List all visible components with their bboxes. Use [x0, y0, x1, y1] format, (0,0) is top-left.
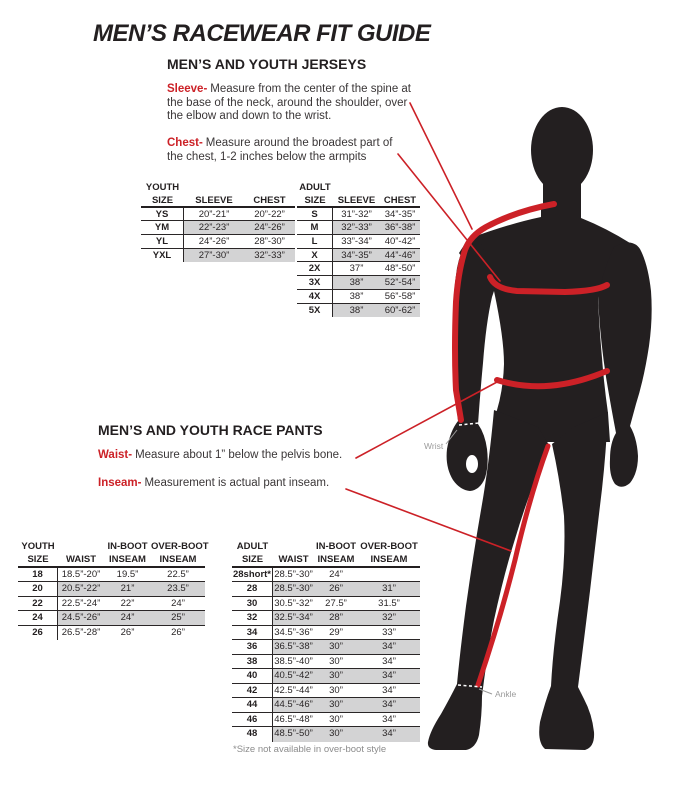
column-header: WAIST [278, 554, 309, 565]
table-cell: 26” [120, 626, 135, 638]
table-cell: 24” [104, 611, 151, 625]
table-row [232, 611, 420, 626]
table-header-row [18, 553, 205, 568]
sleeve-instruction-label: Sleeve- [167, 83, 208, 95]
table-cell-size: 4X [297, 290, 333, 303]
table-row [232, 597, 420, 612]
table-cell-size: 28short* [232, 568, 271, 580]
table-cell: 30” [329, 713, 343, 725]
table-row [232, 626, 420, 641]
table-header-row-top [18, 540, 209, 553]
table-cell: 27”-30” [184, 249, 244, 263]
table-cell-size: 5X [297, 304, 333, 318]
table-group-label: ADULT [299, 182, 331, 193]
table-row [18, 626, 205, 641]
table-cell: 22” [120, 597, 135, 609]
table-cell: 24” [329, 568, 343, 580]
chest-instructions [167, 137, 405, 164]
column-header: INSEAM [317, 554, 355, 565]
table-row [297, 262, 420, 276]
column-header: INSEAM [159, 554, 197, 565]
table-cell: 34.5”-36” [274, 626, 313, 638]
column-header: IN-BOOT [107, 541, 148, 552]
table-cell-size: 46 [232, 713, 273, 727]
table-cell: 22.5”-24” [61, 597, 101, 609]
table-cell: 31.5” [378, 597, 400, 609]
hand-gap-shape [466, 455, 478, 473]
table-group-row [297, 181, 420, 194]
table-group-label: YOUTH [145, 182, 180, 193]
table-cell: 36”-38” [380, 221, 420, 234]
table-cell: 44.5”-46” [274, 699, 313, 710]
table-cell-size: 3X [297, 276, 333, 289]
table-cell: 28”-30” [254, 236, 285, 248]
table-cell: 30” [329, 655, 343, 667]
table-group-label: YOUTH [21, 541, 55, 552]
adult-jersey-size-table [297, 181, 420, 317]
table-row [297, 249, 420, 263]
table-cell: 46.5”-48” [274, 713, 313, 725]
table-cell-size: 32 [232, 611, 273, 625]
table-cell: 52”-54” [380, 276, 420, 289]
table-row [232, 727, 420, 742]
page-title: MEN’S RACEWEAR FIT GUIDE [93, 20, 431, 47]
table-row [141, 221, 295, 235]
column-header: WAIST [65, 554, 97, 565]
table-cell-size: 28 [232, 582, 273, 596]
table-cell: 33”-34” [341, 236, 372, 248]
table-row [18, 582, 205, 597]
table-cell: 28.5”-30” [274, 583, 313, 594]
table-cell-size: YS [141, 208, 184, 221]
table-cell: 44”-46” [380, 249, 420, 262]
table-cell: 48.5”-50” [273, 727, 314, 742]
table-cell: 34” [358, 698, 420, 712]
table-cell: 32”-33” [333, 221, 380, 234]
table-row [141, 249, 295, 263]
table-row [297, 276, 420, 290]
table-cell-size: M [297, 221, 333, 234]
table-cell: 32.5”-34” [274, 612, 313, 623]
table-cell: 30” [314, 698, 358, 712]
table-cell-size: YXL [141, 249, 184, 263]
table-cell: 34” [358, 727, 420, 742]
table-cell: 20.5”-22” [58, 582, 104, 596]
table-row [141, 208, 295, 222]
column-header: OVER-BOOT [360, 541, 418, 552]
column-header: IN-BOOT [315, 541, 357, 552]
youth-jersey-size-table [141, 181, 295, 262]
table-cell: 24.5”-26” [58, 611, 104, 625]
table-cell-size: L [297, 235, 333, 248]
table-cell-size: 2X [297, 262, 333, 275]
spacer [380, 181, 420, 194]
left-leg-shape [428, 410, 549, 750]
table-cell: 27.5” [325, 597, 347, 609]
table-cell: 30” [314, 640, 358, 654]
table-cell: 34” [382, 684, 396, 696]
table-cell: 23.5” [151, 582, 205, 596]
table-cell: 22.5” [167, 568, 189, 580]
spacer [333, 181, 380, 194]
table-cell: 40.5”-42” [274, 670, 313, 681]
sleeve-instruction-text: Measure from the center of the spine at the base of the neck, around the shoulder, over the elbow and down to the wrist. [167, 83, 411, 122]
table-cell: 34” [358, 640, 420, 654]
table-cell-size: 42 [232, 684, 273, 698]
table-cell: 26” [314, 582, 358, 596]
column-header: SIZE [27, 554, 49, 565]
column-header: SIZE [304, 195, 326, 206]
table-cell-size: 44 [232, 698, 273, 712]
spacer [244, 181, 295, 194]
table-cell: 30” [329, 684, 343, 696]
youth-pants-size-table [18, 540, 209, 640]
table-row [232, 655, 420, 670]
table-cell-size: 20 [18, 582, 58, 596]
table-cell: 32” [358, 611, 420, 625]
table-group-row [141, 181, 295, 194]
table-cell: 20”-22” [254, 208, 285, 220]
table-cell: 37” [349, 263, 364, 275]
table-cell-size: 40 [232, 669, 273, 683]
inseam-instructions [98, 477, 329, 491]
table-cell: 33” [382, 626, 396, 638]
table-cell-size: YL [141, 235, 184, 248]
table-body [232, 568, 420, 742]
inseam-instruction-label: Inseam- [98, 477, 142, 489]
table-cell: 38” [333, 304, 380, 318]
chest-instruction-text: Measure around the broadest part of the chest, 1-2 inches below the armpits [167, 137, 393, 163]
right-arm-shape [598, 242, 652, 486]
table-cell: 26” [171, 626, 185, 638]
table-body [141, 208, 295, 263]
table-row [297, 208, 420, 222]
table-header-row-top [232, 540, 420, 553]
table-cell: 38.5”-40” [274, 655, 313, 667]
table-cell: 24” [171, 597, 185, 609]
table-cell: 34” [358, 669, 420, 683]
table-header-row [141, 194, 295, 208]
table-cell: 22”-23” [184, 221, 244, 234]
column-header: SIZE [151, 195, 174, 206]
table-cell: 20”-21” [198, 208, 230, 220]
table-row [232, 698, 420, 713]
table-row [232, 684, 420, 699]
jerseys-heading: MEN’S AND YOUTH JERSEYS [167, 56, 367, 72]
table-row [18, 611, 205, 626]
table-cell-size: 18 [18, 568, 58, 582]
table-cell-size: 26 [18, 626, 58, 641]
table-row [18, 597, 205, 612]
spacer [184, 181, 244, 194]
table-cell: 31” [358, 582, 420, 596]
table-cell: 30.5”-32” [274, 597, 313, 609]
chest-instruction-label: Chest- [167, 137, 203, 149]
table-row [297, 235, 420, 249]
table-row [297, 290, 420, 304]
column-header: INSEAM [370, 554, 408, 565]
column-header: CHEST [383, 195, 417, 206]
table-group-label: ADULT [236, 541, 269, 552]
column-header [58, 540, 104, 553]
table-row [232, 582, 420, 597]
table-cell: 32”-33” [244, 249, 295, 263]
table-cell-size: 30 [232, 597, 273, 611]
wrist-label: Wrist [424, 441, 444, 451]
table-cell-size: 36 [232, 640, 273, 654]
table-cell: 56”-58” [384, 290, 416, 302]
sleeve-instructions [167, 83, 415, 124]
table-cell: 60”-62” [380, 304, 420, 318]
table-cell: 24”-26” [198, 236, 230, 248]
table-row [232, 669, 420, 684]
inseam-instruction-text: Measurement is actual pant inseam. [144, 477, 330, 489]
ankle-label: Ankle [495, 689, 517, 699]
table-cell-size: YM [141, 221, 184, 234]
table-cell: 48”-50” [384, 263, 416, 275]
adult-pants-size-table [232, 540, 420, 742]
column-header: SLEEVE [337, 195, 376, 206]
waist-instruction-label: Waist- [98, 449, 133, 461]
waist-instructions [98, 449, 342, 463]
table-cell: 30” [314, 669, 358, 683]
table-cell: 29” [329, 626, 343, 638]
table-body [297, 208, 420, 318]
table-cell-size: 24 [18, 611, 58, 625]
table-cell: 36.5”-38” [274, 641, 313, 652]
table-cell: 34” [382, 713, 396, 725]
table-cell-size: 48 [232, 727, 273, 742]
table-row [297, 221, 420, 235]
table-cell: 28” [314, 611, 358, 625]
right-leg-shape [539, 412, 608, 750]
table-cell: 21” [104, 582, 151, 596]
column-header: OVER-BOOT [151, 541, 209, 552]
table-cell-size: 38 [232, 655, 273, 669]
size-footnote: *Size not available in over-boot style [233, 744, 387, 755]
table-cell-size: S [297, 208, 333, 221]
table-cell: 34” [382, 655, 396, 667]
table-cell: 25” [151, 611, 205, 625]
table-cell: 30” [314, 727, 358, 742]
table-cell: 28.5”-30” [274, 568, 313, 580]
table-cell: 18.5”-20” [61, 568, 101, 580]
column-header: CHEST [253, 195, 286, 206]
table-header-row [232, 553, 420, 568]
pants-heading: MEN’S AND YOUTH RACE PANTS [98, 422, 323, 438]
table-cell-size: X [297, 249, 333, 262]
table-cell: 26.5”-28” [61, 626, 101, 638]
table-cell: 24”-26” [244, 221, 295, 234]
column-header: SLEEVE [195, 195, 233, 206]
table-cell: 34”-35” [384, 208, 416, 220]
table-cell: 38” [349, 290, 364, 302]
body-silhouette [428, 107, 652, 750]
waist-instruction-text: Measure about 1” below the pelvis bone. [135, 449, 343, 461]
table-cell: 31”-32” [341, 208, 372, 220]
table-cell: 42.5”-44” [274, 684, 313, 696]
table-header-row [297, 194, 420, 208]
table-row [232, 568, 420, 583]
table-cell-size: 22 [18, 597, 58, 611]
table-row [232, 713, 420, 728]
table-cell: 40”-42” [384, 236, 416, 248]
table-cell [358, 568, 420, 582]
table-cell-size: 34 [232, 626, 273, 640]
column-header [273, 540, 314, 553]
table-cell: 38” [333, 276, 380, 289]
table-cell: 34”-35” [333, 249, 380, 262]
column-header: SIZE [241, 554, 264, 565]
column-header: INSEAM [109, 554, 146, 565]
table-row [297, 304, 420, 318]
table-row [18, 568, 205, 583]
table-body [18, 568, 205, 641]
table-row [141, 235, 295, 249]
table-cell: 19.5” [116, 568, 139, 580]
table-row [232, 640, 420, 655]
